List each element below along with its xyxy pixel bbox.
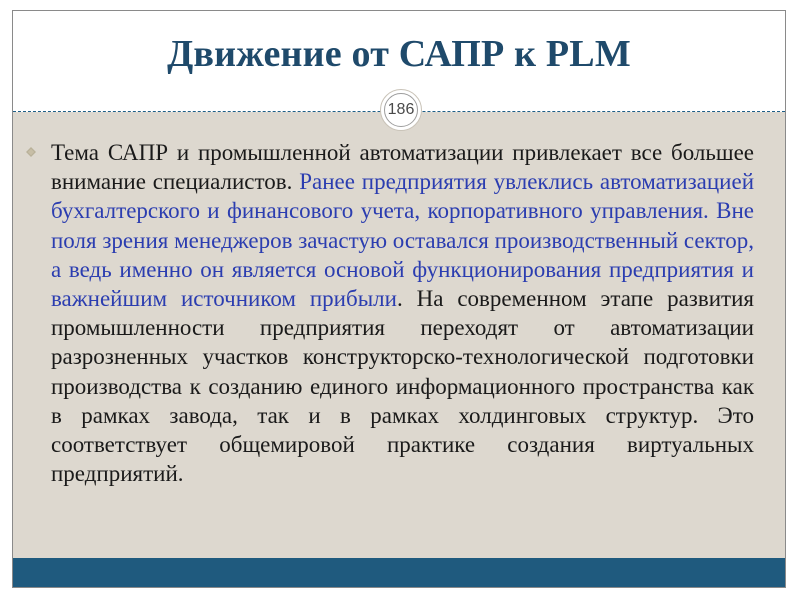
slide-title: Движение от САПР к PLM — [167, 33, 631, 75]
page-number: 186 — [384, 93, 418, 127]
paragraph-text-part-1: Тема САПР и промышленной автоматизации привлекает все большее внимание специалистов. — [51, 140, 754, 195]
footer-bar — [13, 558, 785, 587]
paragraph-text-part-2: . На современном этапе развития промышленности предприятия переходят от автоматизации разрозненных участков конструкторско-технологической подготовки производства к созданию единого информационного пространства как в рамках завода, так и в рамках холдинговых структур. Это соответствует общемировой практике создания виртуальных предприятий. — [51, 286, 754, 487]
page-number-badge — [380, 89, 422, 131]
diamond-bullet-icon — [26, 147, 36, 157]
paragraph-highlight-text: Ранее предприятия увлеклись автоматизацией бухгалтерского и финансового учета, корпоративного управления. Вне поля зрения менеджеров зачастую оставался производственный сектор, а ведь именно он является основой функционирования предприятия и важнейшим источником прибыли — [51, 169, 754, 312]
slide-paragraph — [51, 138, 754, 488]
